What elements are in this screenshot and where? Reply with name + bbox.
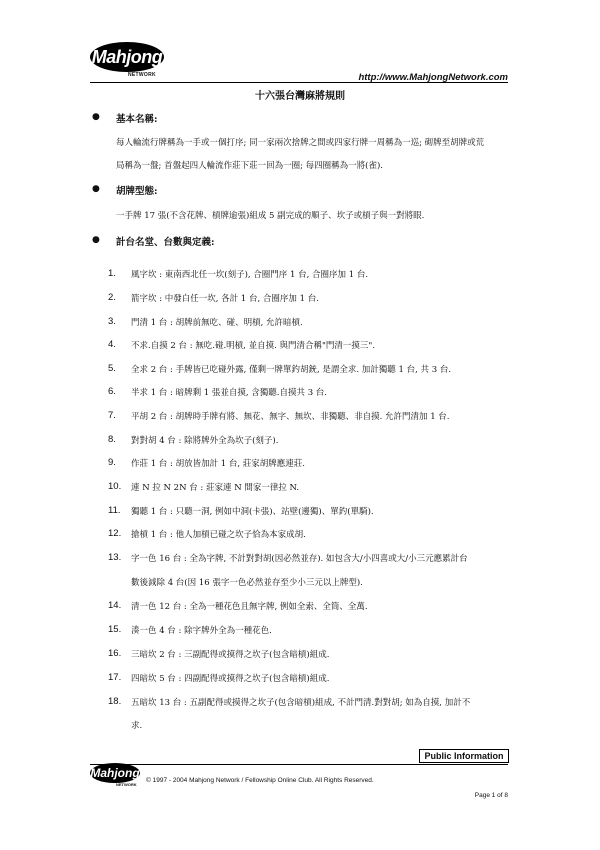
logo-mark: Mahjong bbox=[90, 42, 164, 72]
list-item: 五暗坎 13 台 : 五副配得或摸得之坎子(包含暗槓)組成, 不計門清.對對胡; 如為自摸, 加計不 bbox=[131, 698, 471, 708]
section-heading-winning-hand: 胡牌型態: bbox=[116, 186, 158, 197]
logo-subtext: NETWORK bbox=[128, 72, 156, 78]
item-number: 12. bbox=[108, 528, 122, 539]
item-number: 15. bbox=[108, 624, 122, 635]
footer-logo-subtext: NETWORK bbox=[116, 782, 137, 787]
list-item: 風字坎 : 東南西北任一坎(刻子), 合圈門序 1 台, 合圈序加 1 台. bbox=[131, 270, 369, 280]
item-number: 14. bbox=[108, 600, 122, 611]
page-number: Page 1 of 8 bbox=[474, 792, 508, 799]
item-number: 17. bbox=[108, 672, 122, 683]
copyright-text: © 1997 - 2004 Mahjong Network / Fellowship Online Club. All Rights Reserved. bbox=[146, 777, 374, 784]
list-item-continuation: 數後減除 4 台(因 16 張字一色必然並存至少小三元以上牌型). bbox=[131, 578, 363, 588]
list-item: 獨聽 1 台 : 只聽一洞, 例如中洞(卡張)、站壁(邊獨)、單釣(單騎). bbox=[131, 507, 374, 517]
item-number: 5. bbox=[108, 363, 116, 374]
list-item: 清一色 12 台 : 全為一種花色且無字牌, 例如全索、全筒、全萬. bbox=[131, 602, 368, 612]
list-item: 對對胡 4 台 : 除將牌外全為坎子(刻子). bbox=[131, 436, 279, 446]
section-text-line: 一手牌 17 張(不含花牌、槓牌逾張)組成 5 副完成的順子、坎子或槓子與一對將眼. bbox=[116, 211, 425, 221]
list-item: 門清 1 台 : 胡牌前無吃、碰、明槓, 允許暗槓. bbox=[131, 318, 303, 328]
document-title: 十六張台灣麻將規則 bbox=[255, 91, 345, 102]
list-item: 不求.自摸 2 台 : 無吃.碰.明槓, 並自摸. 與門清合稱"門清一摸三". bbox=[131, 341, 376, 351]
list-item-continuation: 求. bbox=[131, 721, 143, 731]
item-number: 18. bbox=[108, 696, 122, 707]
list-item: 作莊 1 台 : 胡放皆加計 1 台, 莊家胡牌應連莊. bbox=[131, 459, 305, 469]
item-number: 4. bbox=[108, 339, 116, 350]
footer-logo-mark: Mahjong bbox=[90, 763, 140, 783]
section-heading-basic-terms: 基本名稱: bbox=[116, 114, 158, 125]
footer-divider bbox=[90, 764, 508, 765]
list-item: 連 N 拉 N 2N 台 : 莊家連 N 間家一律拉 N. bbox=[131, 483, 300, 493]
bullet-icon: ● bbox=[92, 184, 100, 194]
item-number: 16. bbox=[108, 648, 122, 659]
header-divider bbox=[90, 82, 508, 83]
list-item: 平胡 2 台 : 胡牌時手牌有將、無花、無字、無坎、非獨聽、非自摸. 允許門清加 1 台. bbox=[131, 412, 450, 422]
item-number: 6. bbox=[108, 386, 116, 397]
item-number: 11. bbox=[108, 505, 121, 516]
item-number: 13. bbox=[108, 552, 122, 563]
list-item: 搶槓 1 台 : 他人加槓已碰之坎子恰為本家成胡. bbox=[131, 530, 306, 540]
list-item: 半求 1 台 : 暗牌剩 1 張並自摸, 含獨聽.自摸共 3 台. bbox=[131, 388, 328, 398]
list-item: 全求 2 台 : 手牌皆已吃碰外露, 僅剩一牌單釣胡銃, 是謂全求. 加計獨聽 1 台, 共 3 台. bbox=[131, 365, 452, 375]
item-number: 2. bbox=[108, 292, 116, 303]
bullet-icon: ● bbox=[92, 235, 100, 245]
list-item: 字一色 16 台 : 全為字牌, 不計對對胡(因必然並存). 如包含大/小四喜或大/小三元應累計台 bbox=[131, 554, 468, 564]
item-number: 3. bbox=[108, 316, 116, 327]
section-heading-scoring: 計台名堂、台數與定義: bbox=[116, 237, 215, 248]
public-information-label: Public Information bbox=[419, 749, 509, 763]
section-text-line: 局稱為一盤; 首盤起四人輪流作莊下莊一回為一圈; 每四圈稱為一將(雀). bbox=[116, 161, 383, 171]
list-item: 四暗坎 5 台 : 四副配得或摸得之坎子(包含暗槓)組成. bbox=[131, 674, 330, 684]
item-number: 10. bbox=[108, 481, 122, 492]
header-logo bbox=[90, 42, 168, 82]
item-number: 9. bbox=[108, 457, 116, 468]
item-number: 7. bbox=[108, 410, 116, 421]
list-item: 箭字坎 : 中發白任一坎, 各計 1 台, 合圈序加 1 台. bbox=[131, 294, 319, 304]
item-number: 1. bbox=[108, 268, 116, 279]
bullet-icon: ● bbox=[92, 112, 100, 122]
list-item: 湊一色 4 台 : 除字牌外全為一種花色. bbox=[131, 626, 272, 636]
list-item: 三暗坎 2 台 : 三副配得或摸得之坎子(包含暗槓)組成. bbox=[131, 650, 330, 660]
section-text-line: 每人輪流行牌稱為一手或一個打序; 同一家兩次捨牌之間或四家行牌一周稱為一巡; 砌牌至胡牌或荒 bbox=[116, 138, 485, 148]
site-url-link[interactable]: http://www.MahjongNetwork.com bbox=[358, 72, 508, 83]
item-number: 8. bbox=[108, 434, 116, 445]
